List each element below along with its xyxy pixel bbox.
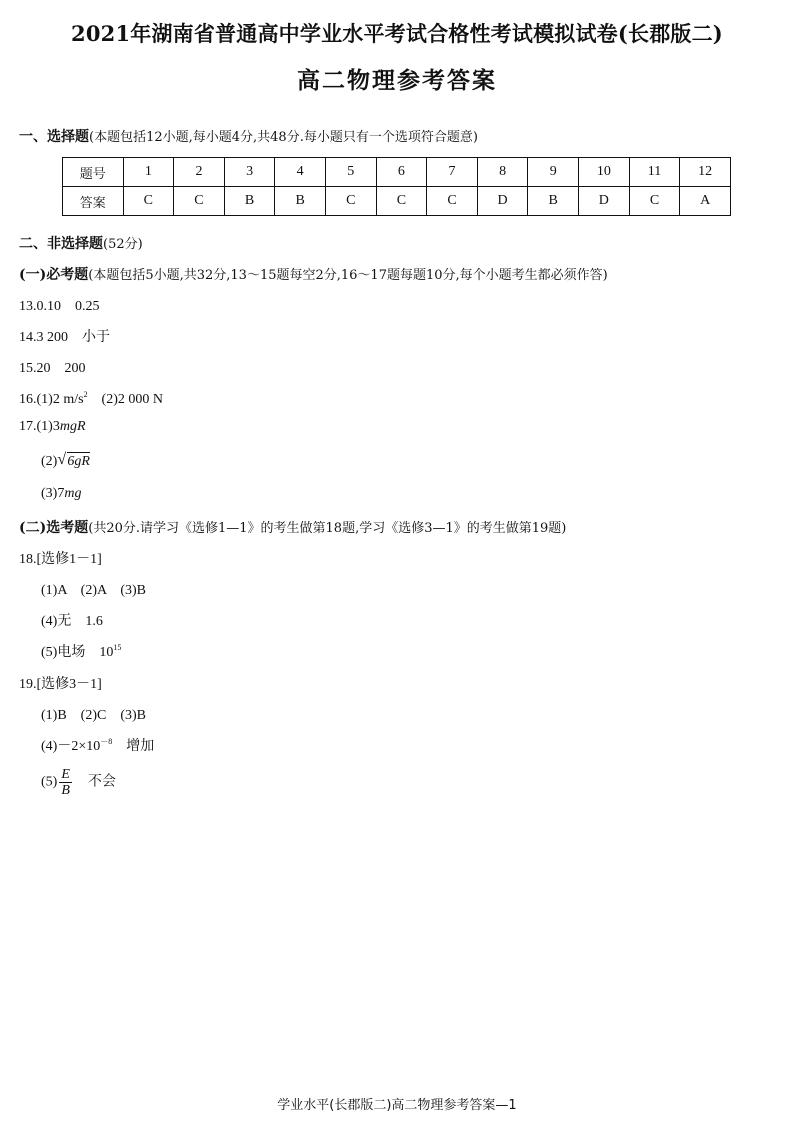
answer-cell: C: [325, 187, 376, 216]
answer-cell: C: [123, 187, 174, 216]
question-number: 9: [528, 158, 579, 187]
q16-exponent: 2: [83, 390, 88, 399]
question-number: 5: [325, 158, 376, 187]
q19-2-suffix: 增加: [112, 739, 155, 754]
question-row-label: 题号: [63, 158, 124, 187]
answer-q18-heading: 18.[选修1－1]: [19, 552, 102, 567]
answer-q19-3: [41, 767, 116, 798]
answer-cell: C: [376, 187, 427, 216]
section2-score: (52分): [103, 237, 143, 252]
answer-q17-2: [41, 451, 90, 470]
sqrt-expression: [57, 451, 90, 470]
answer-cell: D: [477, 187, 528, 216]
section1-heading: 一、选择题: [19, 129, 89, 145]
answer-q16: [19, 388, 163, 408]
fraction-e-over-b: [59, 767, 72, 798]
answer-cell: C: [427, 187, 478, 216]
q18-3-exponent: 15: [113, 643, 122, 652]
fraction-denominator: B: [61, 783, 70, 798]
answer-key-title: 高二物理参考答案: [297, 67, 497, 94]
answer-cell: B: [275, 187, 326, 216]
answer-q19-1: (1)B (2)C (3)B: [41, 708, 146, 723]
q17-3-prefix: (3)7: [41, 486, 65, 501]
question-number: 2: [174, 158, 225, 187]
q16-part1: 16.(1)2 m/s: [19, 392, 84, 407]
answer-q18-2: (4)无 1.6: [41, 614, 103, 629]
part1-heading: (一)必考题: [19, 267, 89, 283]
answer-q19-2: [41, 735, 154, 755]
section2-header: [19, 233, 143, 253]
q17-2-prefix: (2): [41, 454, 58, 469]
q17-1-var: mgR: [59, 419, 86, 434]
q16-part2: (2)2 000 N: [87, 392, 163, 407]
part2-heading: (二)选考题: [19, 520, 89, 536]
answer-q13: 13.0.10 0.25: [19, 299, 100, 314]
answer-q19-heading: 19.[选修3－1]: [19, 677, 102, 692]
q18-3-text: (5)电场 10: [41, 645, 114, 660]
question-number: 4: [275, 158, 326, 187]
part1-desc: (本题包括5小题,共32分,13～15题每空2分,16～17题每题10分,每个小题考生都必须作答): [88, 268, 608, 283]
answer-cell: D: [579, 187, 630, 216]
q19-2-text: (4)－2×10: [41, 739, 101, 754]
page-footer: 学业水平(长郡版二)高二物理参考答案—1: [277, 1098, 517, 1113]
answer-table: [62, 157, 731, 216]
answer-q18-3: [41, 641, 121, 661]
q17-2-var: 6gR: [67, 454, 90, 469]
q17-1-prefix: 17.(1)3: [19, 419, 60, 434]
q19-3-suffix: 不会: [73, 774, 116, 790]
answer-q17-1: [19, 419, 86, 435]
answer-cell: B: [528, 187, 579, 216]
q17-3-var: mg: [64, 486, 82, 501]
answer-q18-1: (1)A (2)A (3)B: [41, 583, 146, 598]
answer-row: [63, 187, 731, 216]
answer-cell: A: [680, 187, 731, 216]
question-number: 1: [123, 158, 174, 187]
answer-cell: B: [224, 187, 275, 216]
answer-q17-3: [41, 486, 81, 502]
answer-q15: 15.20 200: [19, 361, 86, 376]
fraction-numerator: E: [61, 767, 70, 782]
part2-header: [19, 517, 566, 537]
question-number: 6: [376, 158, 427, 187]
exam-title: 2021年湖南省普通高中学业水平考试合格性考试模拟试卷(长郡版二): [71, 21, 723, 46]
q19-3-prefix: (5): [41, 774, 58, 790]
question-number: 12: [680, 158, 731, 187]
question-number: 11: [629, 158, 680, 187]
section1-header: [19, 126, 478, 146]
answer-cell: C: [629, 187, 680, 216]
answer-row-label: 答案: [63, 187, 124, 216]
question-number: 8: [477, 158, 528, 187]
section2-heading: 二、非选择题: [19, 236, 103, 252]
q19-2-exponent: －8: [100, 737, 113, 746]
sqrt-icon: √: [57, 451, 67, 468]
question-number: 10: [579, 158, 630, 187]
answer-q14: 14.3 200 小于: [19, 330, 110, 345]
part2-desc: (共20分.请学习《选修1—1》的考生做第18题,学习《选修3—1》的考生做第19题): [88, 521, 567, 536]
section1-desc: (本题包括12小题,每小题4分,共48分.每小题只有一个选项符合题意): [89, 130, 478, 145]
question-row: [63, 158, 731, 187]
part1-header: [19, 264, 608, 284]
answer-cell: C: [174, 187, 225, 216]
question-number: 3: [224, 158, 275, 187]
question-number: 7: [427, 158, 478, 187]
